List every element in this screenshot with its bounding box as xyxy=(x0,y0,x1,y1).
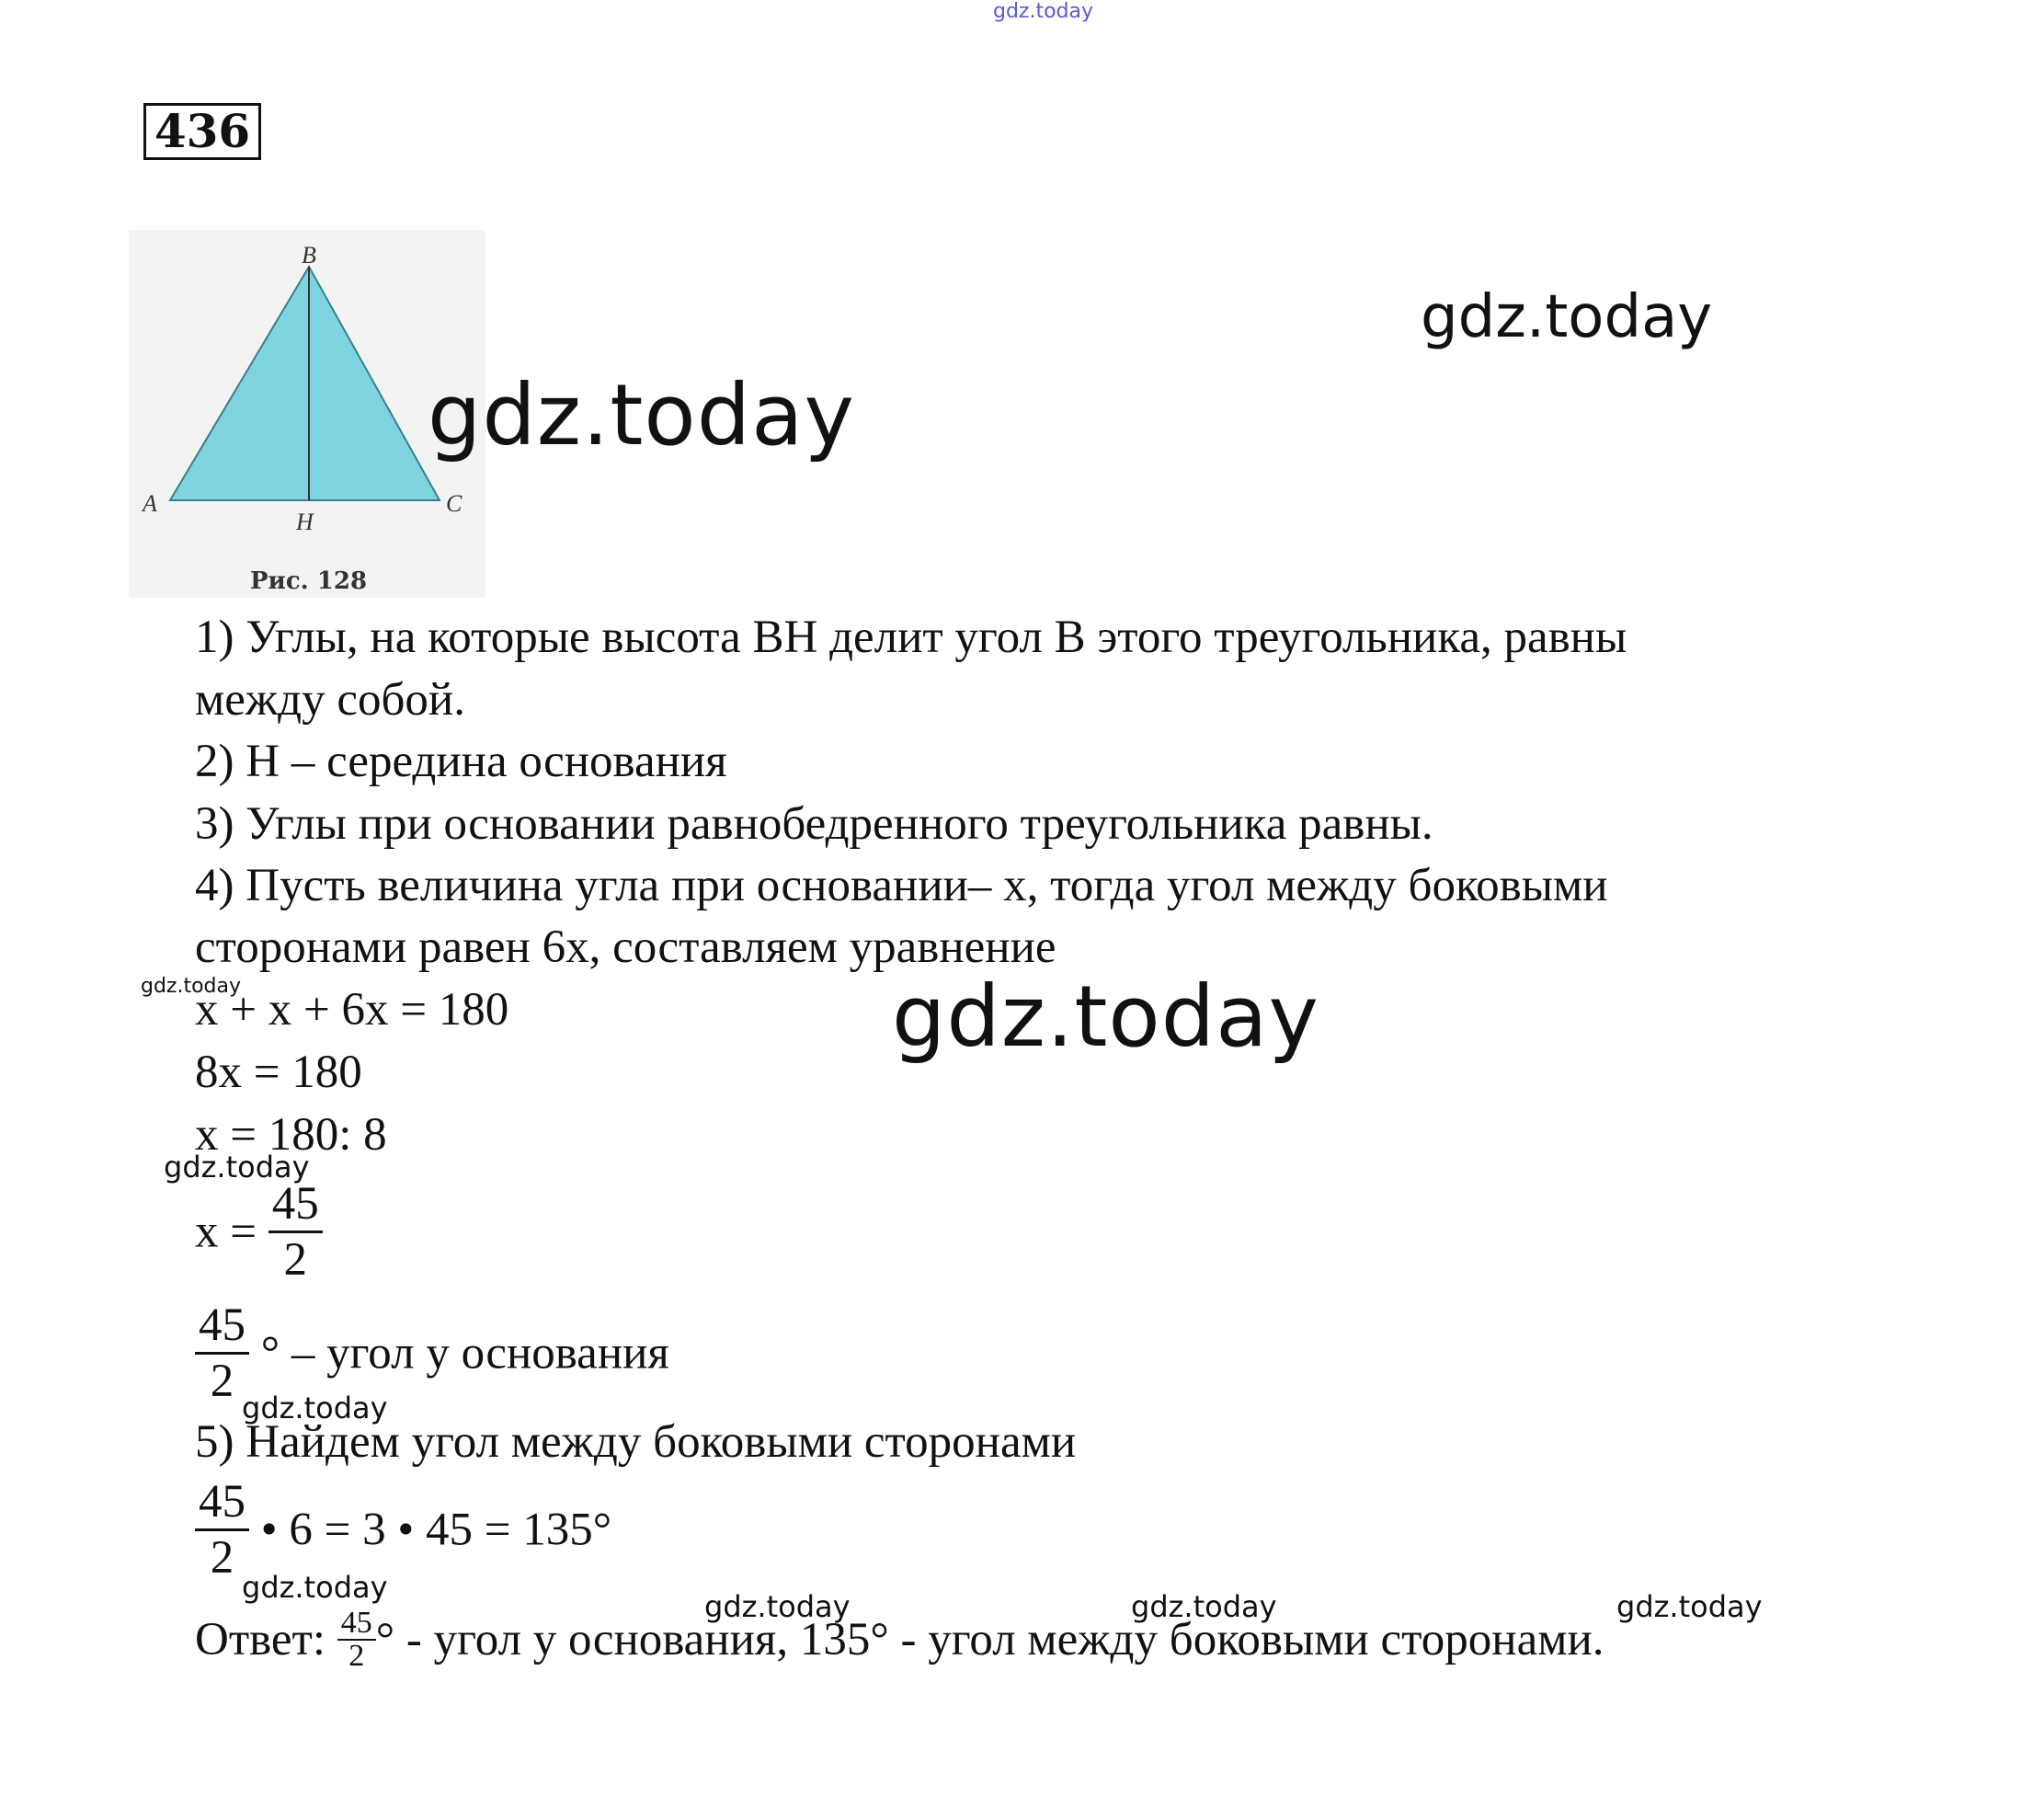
watermark-small-3: gdz.today xyxy=(242,1391,388,1425)
equation-4-prefix: x = xyxy=(195,1206,257,1258)
watermark-large-2: gdz.today xyxy=(892,967,1319,1066)
equation-6-text: • 6 = 3 • 45 = 135° xyxy=(260,1504,612,1556)
equation-6 xyxy=(195,1475,611,1585)
answer-fraction-numerator: 45 xyxy=(337,1608,376,1641)
equation-5 xyxy=(195,1299,669,1408)
label-b: B xyxy=(302,242,316,269)
label-c: C xyxy=(446,490,462,517)
watermark-small-6: gdz.today xyxy=(1131,1589,1277,1624)
answer-fraction xyxy=(337,1608,376,1672)
triangle-shape xyxy=(170,267,440,500)
step-4-line-2: сторонами равен 6x, составляем уравнение xyxy=(195,921,1056,973)
fraction-denominator: 2 xyxy=(210,1532,234,1584)
watermark-small-1: gdz.today xyxy=(141,975,242,998)
watermark-medium: gdz.today xyxy=(1421,283,1713,351)
fraction-45-over-2 xyxy=(195,1475,249,1585)
fraction-45-over-2 xyxy=(195,1299,249,1408)
watermark-top: gdz.today xyxy=(993,0,1094,23)
watermark-small-5: gdz.today xyxy=(704,1589,851,1624)
fraction-denominator: 2 xyxy=(283,1234,308,1286)
answer xyxy=(195,1608,1604,1672)
fraction-numerator: 45 xyxy=(195,1475,249,1531)
watermark-small-2: gdz.today xyxy=(164,1150,310,1185)
step-4-line-1: 4) Пусть величина угла при основании– x, тогда угол между боковыми xyxy=(195,860,1608,911)
fraction-45-over-2 xyxy=(268,1177,323,1287)
problem-number: 436 xyxy=(143,103,261,160)
fraction-denominator: 2 xyxy=(210,1356,234,1407)
figure-caption: Рис. 128 xyxy=(250,567,368,595)
label-a: A xyxy=(143,490,157,517)
answer-text: ° - угол у основания, 135° - угол между боковыми сторонами. xyxy=(375,1614,1604,1665)
equation-5-text: ° – угол у основания xyxy=(260,1327,669,1379)
equation-2: 8x = 180 xyxy=(195,1047,362,1098)
fraction-numerator: 45 xyxy=(268,1177,323,1233)
step-3: 3) Углы при основании равнобедренного треугольника равны. xyxy=(195,798,1433,850)
equation-1: x + x + 6x = 180 xyxy=(195,984,509,1036)
step-1-line-1: 1) Углы, на которые высота BH делит угол B этого треугольника, равны xyxy=(195,612,1627,663)
equation-4 xyxy=(195,1177,323,1287)
answer-prefix: Ответ: xyxy=(195,1614,325,1665)
label-h: H xyxy=(296,509,314,535)
watermark-small-7: gdz.today xyxy=(1616,1589,1763,1624)
watermark-large-1: gdz.today xyxy=(428,366,855,464)
answer-fraction-denominator: 2 xyxy=(348,1639,365,1673)
watermark-small-4: gdz.today xyxy=(242,1570,388,1605)
equation-3: x = 180: 8 xyxy=(195,1109,387,1161)
step-2: 2) H – середина основания xyxy=(195,736,727,787)
step-5: 5) Найдем угол между боковыми сторонами xyxy=(195,1416,1077,1468)
fraction-numerator: 45 xyxy=(195,1299,249,1355)
step-1-line-2: между собой. xyxy=(195,674,465,726)
